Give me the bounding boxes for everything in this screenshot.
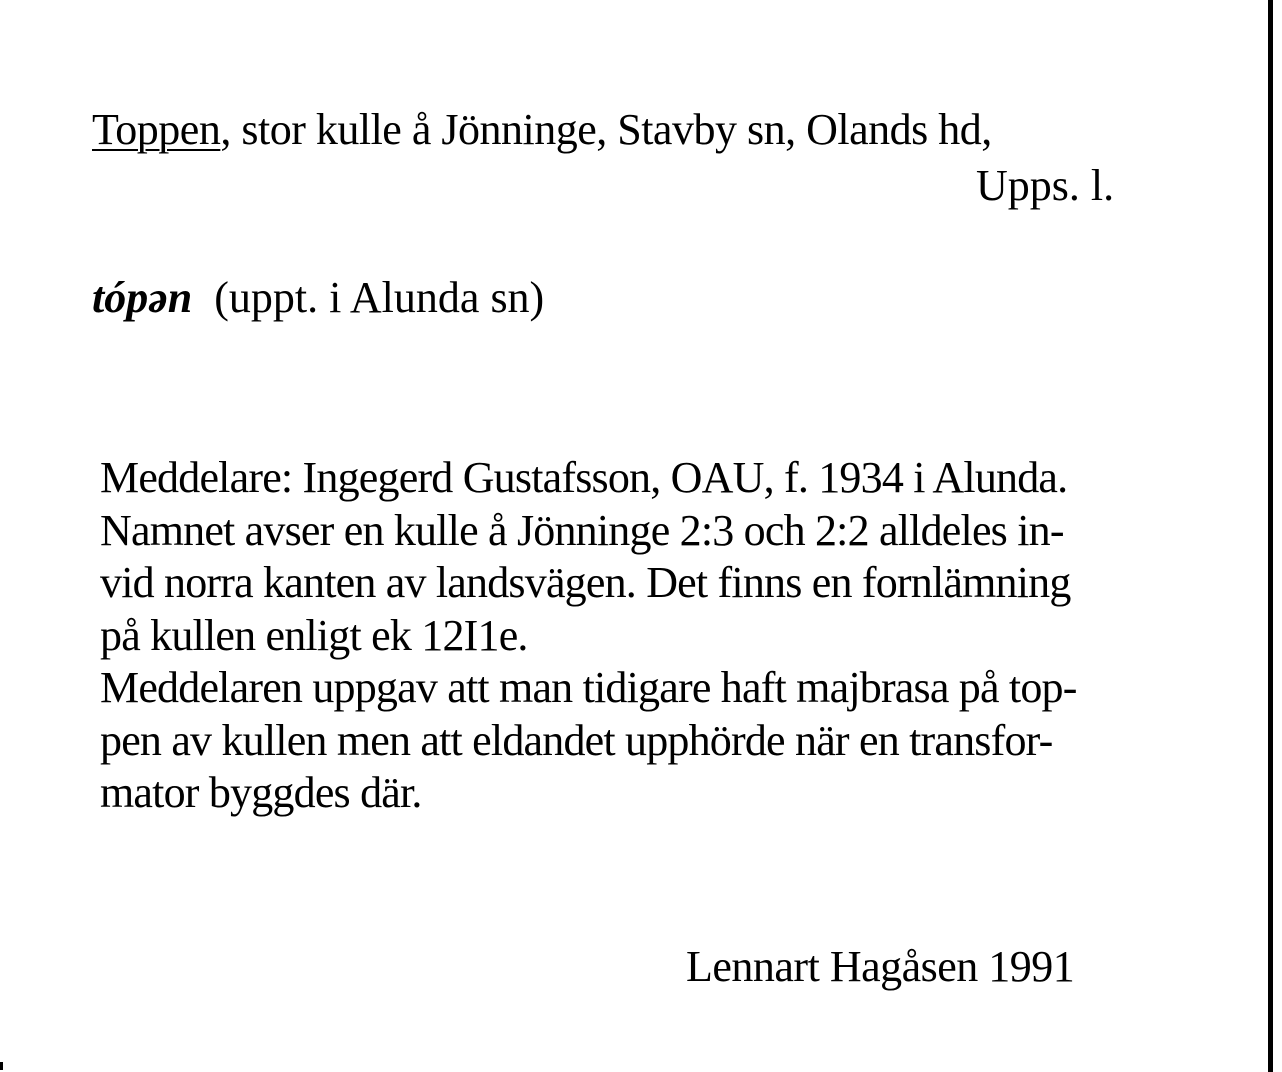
pronunciation-line [92, 272, 544, 324]
body-line: mator byggdes där. [100, 768, 422, 817]
recording-note: (uppt. i Alunda sn) [214, 273, 545, 322]
scan-mark [0, 1062, 3, 1070]
body-line: pen av kullen men att eldandet upphörde när en transfor- [100, 715, 1053, 765]
province: Upps. l. [976, 161, 1115, 210]
signature: Lennart Hagåsen 1991 [686, 942, 1075, 991]
body-line: vid norra kanten av landsvägen. Det finns en fornlämning [100, 558, 1071, 607]
place-description: , stor kulle å Jönninge, Stavby sn, Olands hd, [220, 105, 992, 154]
card-edge-line [1268, 0, 1273, 1072]
phonetic-transcription: tópən [92, 273, 193, 322]
body-line: Meddelaren uppgav att man tidigare haft majbrasa på top- [100, 663, 1077, 712]
informant-notes [100, 452, 1250, 820]
body-line: på kullen enligt ek 12I1e. [100, 610, 528, 660]
body-line: Namnet avser en kulle å Jönninge 2:3 och 2:2 alldeles in- [100, 505, 1064, 555]
heading-line [92, 104, 992, 156]
body-line: Meddelare: Ingegerd Gustafsson, OAU, f. 1934 i Alunda. [100, 453, 1068, 502]
place-name: Toppen [92, 105, 221, 154]
